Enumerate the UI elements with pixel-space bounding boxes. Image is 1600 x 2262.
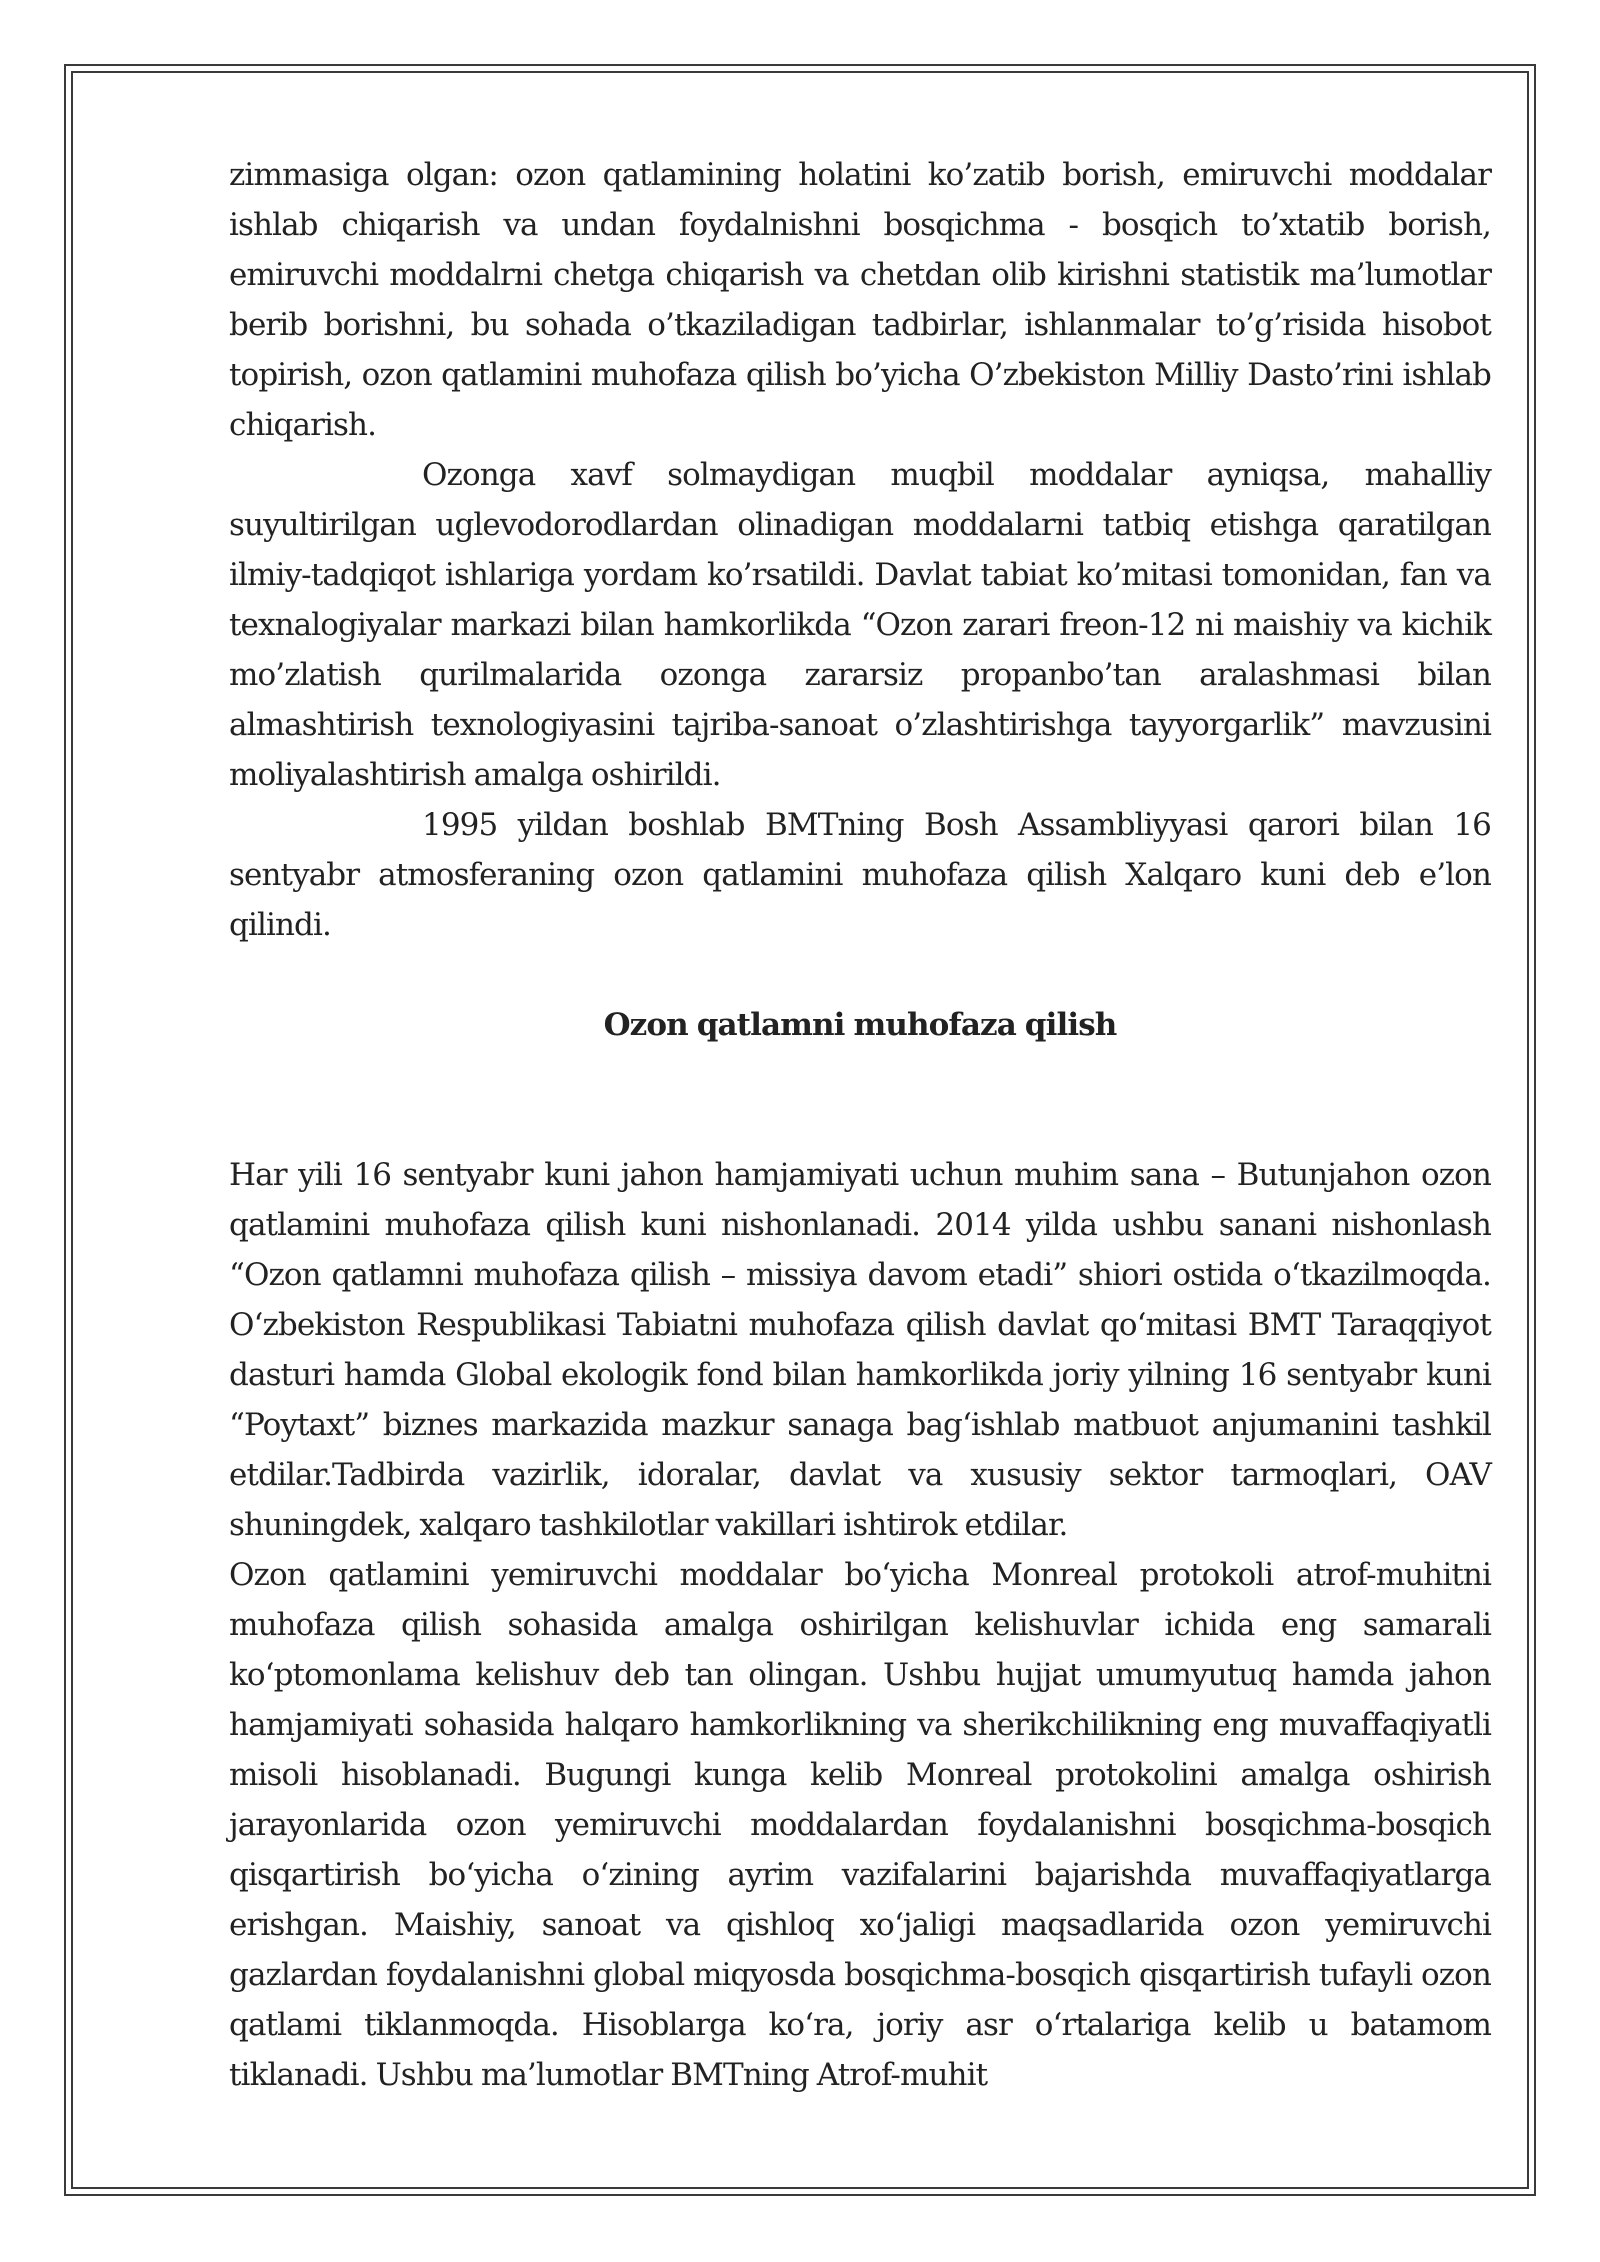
paragraph-world-ozone-day: Har yili 16 sentyabr kuni jahon hamjamiyati uchun muhim sana – Butunjahon ozon qatlamini muhofaza qilish kuni nishonlanadi. 2014 yilda ushbu sanani nishonlash “Ozon qatlamni muhofaza qilish – missiya davom etadi” shiori ostida o‘tkazilmoqda. O‘zbekiston Respublikasi Tabiatni muhofaza qilish davlat qo‘mitasi BMT Taraqqiyot dasturi hamda Global ekologik fond bilan hamkorlikda joriy yilning 16 sentyabr kuni “Poytaxt” biznes markazida mazkur sanaga bag‘ishlab matbuot anjumanini tashkil etdilar.Tadbirda vazirlik, idoralar, davlat va xususiy sektor tarmoqlari, OAV shuningdek, xalqaro tashkilotlar vakillari ishtirok etdilar. [229,1157,1491,1543]
section-heading: Ozon qatlamni muhofaza qilish [603,1007,1117,1043]
spacer [229,950,1491,1000]
paragraph-international-day: 1995 yildan boshlab BMTning Bosh Assambliyyasi qarori bilan 16 sentyabr atmosferaning ozon qatlamini muhofaza qilish Xalqaro kuni deb e’lon qilindi. [229,807,1491,943]
document-body [229,150,1491,2100]
paragraph-continuation: zimmasiga olgan: ozon qatlamining holatini ko’zatib borish, emiruvchi moddalar ishlab chiqarish va undan foydalnishni bosqichma - bosqich to’xtatib borish, emiruvchi moddalrni chetga chiqarish va chetdan olib kirishni statistik ma’lumotlar berib borishni, bu sohada o’tkaziladigan tadbirlar, ishlanmalar to’g’risida hisobot topirish, ozon qatlamini muhofaza qilish bo’yicha O’zbekiston Milliy Dasto’rini ishlab chiqarish. [229,157,1491,443]
paragraph-montreal-protocol: Ozon qatlamini yemiruvchi moddalar bo‘yicha Monreal protokoli atrof-muhitni muhofaza qilish sohasida amalga oshirilgan kelishuvlar ichida eng samarali ko‘ptomonlama kelishuv deb tan olingan. Ushbu hujjat umumyutuq hamda jahon hamjamiyati sohasida halqaro hamkorlikning va sherikchilikning eng muvaffaqiyatli misoli hisoblanadi. Bugungi kunga kelib Monreal protokolini amalga oshirish jarayonlarida ozon yemiruvchi moddalardan foydalanishni bosqichma-bosqich qisqartirish bo‘yicha o‘zining ayrim vazifalarini bajarishda muvaffaqiyatlarga erishgan. Maishiy, sanoat va qishloq xo‘jaligi maqsadlarida ozon yemiruvchi gazlardan foydalanishni global miqyosda bosqichma-bosqich qisqartirish tufayli ozon qatlami tiklanmoqda. Hisoblarga ko‘ra, joriy asr o‘rtalariga kelib u batamom tiklanadi. Ushbu ma’lumotlar BMTning Atrof-muhit [229,1557,1491,2093]
spacer [229,1050,1491,1150]
paragraph-ozone-substitutes: Ozonga xavf solmaydigan muqbil moddalar ayniqsa, mahalliy suyultirilgan uglevodorodlardan olinadigan moddalarni tatbiq etishga qaratilgan ilmiy-tadqiqot ishlariga yordam ko’rsatildi. Davlat tabiat ko’mitasi tomonidan, fan va texnalogiyalar markazi bilan hamkorlikda “Ozon zarari freon-12 ni maishiy va kichik mo’zlatish qurilmalarida ozonga zararsiz propanbo’tan aralashmasi bilan almashtirish texnologiyasini tajriba-sanoat o’zlashtirishga tayyorgarlik” mavzusini moliyalashtirish amalga oshirildi. [229,457,1491,793]
